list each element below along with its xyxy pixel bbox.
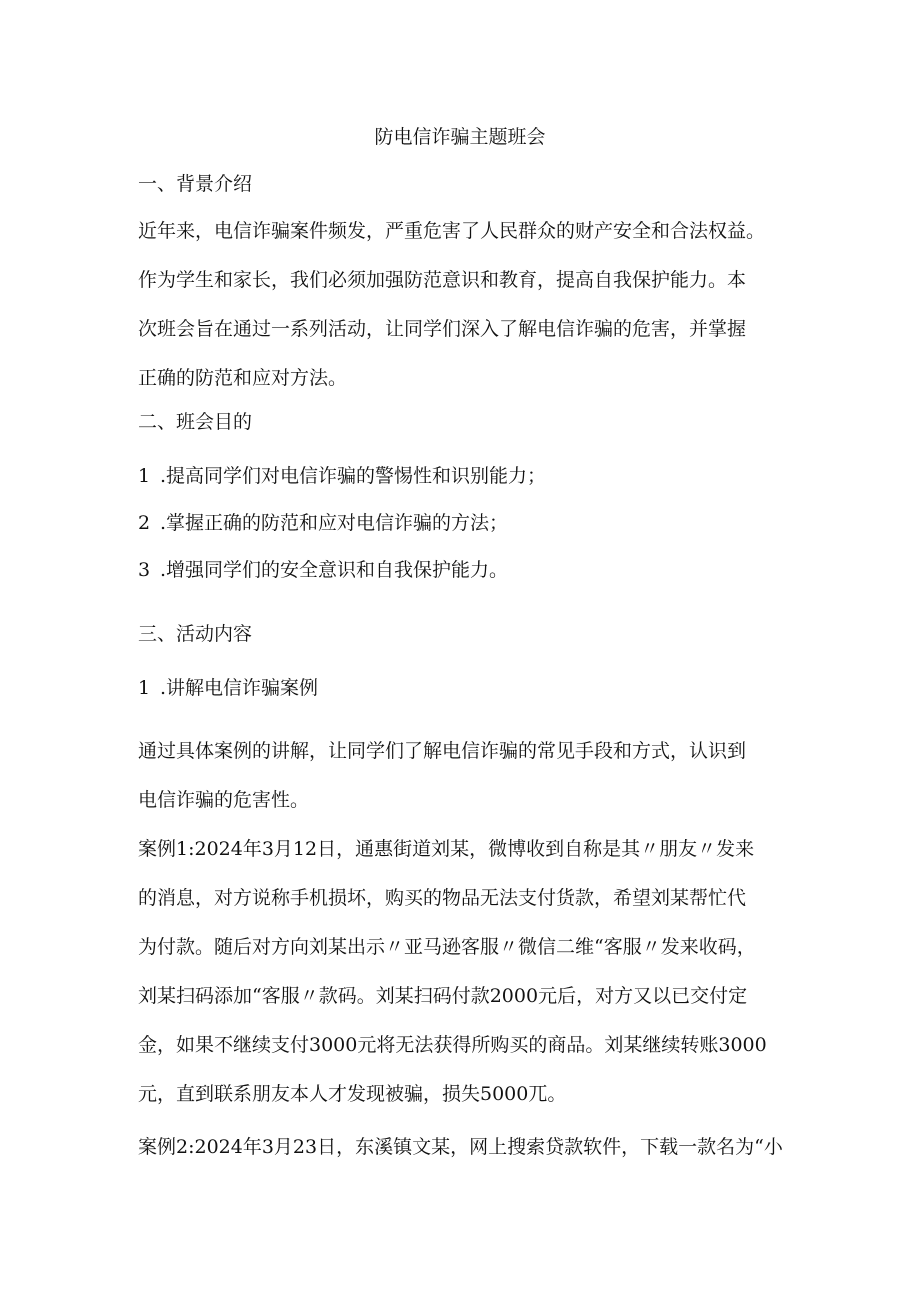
list-item	[138, 463, 546, 489]
section-heading-purpose: 二、班会目的	[138, 411, 253, 433]
case-line: 为付款。随后对方向刘某出示〃亚马逊客服〃微信二维“客服〃发来收码，	[138, 936, 756, 958]
list-item-text: .掌握正确的防范和应对电信诈骗的方法；	[160, 512, 509, 534]
list-item-text: .增强同学们的安全意识和自我保护能力。	[160, 559, 509, 581]
paragraph-line: 作为学生和家长，我们必须加强防范意识和教育，提高自我保护能力。本	[138, 269, 747, 291]
list-item-number: 2	[138, 512, 151, 534]
list-item-text: .提高同学们对电信诈骗的警惕性和识别能力；	[160, 465, 547, 487]
section-heading-activities: 三、活动内容	[138, 623, 253, 645]
case-line: 金，如果不继续支付3000元将无法获得所购买的商品。刘某继续转账3000	[138, 1034, 767, 1056]
paragraph-line: 正确的防范和应对方法。	[138, 367, 348, 389]
list-item	[138, 510, 508, 536]
paragraph-line: 通过具体案例的讲解，让同学们了解电信诈骗的常见手段和方式，认识到	[138, 740, 747, 762]
case-line: 刘某扫码添加“客服〃款码。刘某扫码付款2000元后，对方又以已交付定	[138, 985, 748, 1007]
case-line: 案例1:2024年3月12日，通惠街道刘某，微博收到自称是其〃朋友〃发来	[138, 838, 755, 860]
paragraph-line: 近年来，电信诈骗案件频发，严重危害了人民群众的财产安全和合法权益。	[138, 220, 766, 242]
case-line: 的消息，对方说称手机损坏，购买的物品无法支付货款，希望刘某帮忙代	[138, 887, 747, 909]
sub-item-text: .讲解电信诈骗案例	[160, 677, 319, 699]
list-item-number: 3	[138, 559, 151, 581]
case-line: 元，直到联系朋友本人才发现被骗，损失5000兀。	[138, 1083, 567, 1105]
paragraph-line: 次班会旨在通过一系列活动，让同学们深入了解电信诈骗的危害，并掌握	[138, 318, 747, 340]
paragraph-line: 电信诈骗的危害性。	[138, 789, 310, 811]
list-item	[138, 557, 508, 583]
sub-item-number: 1	[138, 677, 151, 699]
case-line: 案例2:2024年3月23日，东溪镇文某，网上搜索贷款软件，下载一款名为“小	[138, 1136, 783, 1158]
sub-item	[138, 675, 318, 701]
section-heading-background: 一、背景介绍	[138, 173, 253, 195]
list-item-number: 1	[138, 465, 151, 487]
page-title: 防电信诈骗主题班会	[374, 126, 546, 148]
